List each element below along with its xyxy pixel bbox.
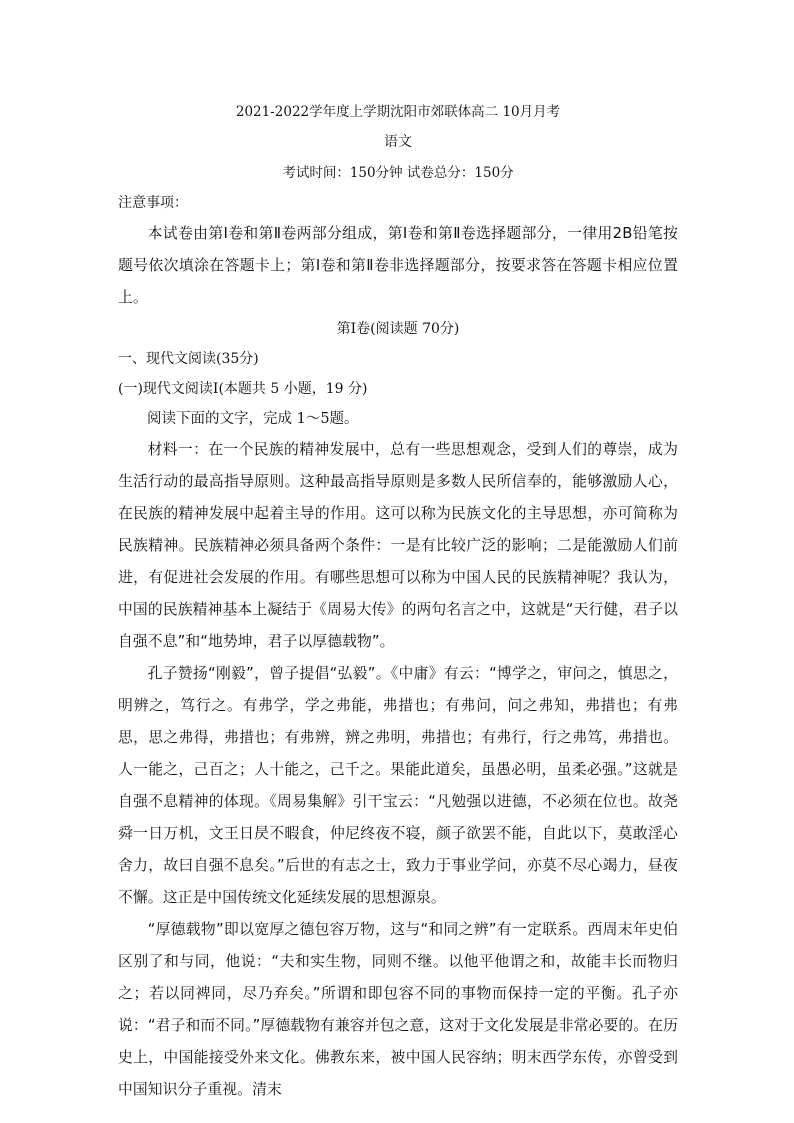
instruction: 阅读下面的文字，完成 1～5题。 xyxy=(147,411,359,427)
volume-title: 第Ⅰ卷(阅读题 70分) xyxy=(336,321,460,337)
material-paragraph-3: “厚德载物”即以宽厚之德包容万物，这与“和同之辨”有一定联系。西周末年史伯区别了和与同，他说：“夫和实生物，同则不继。以他平他谓之和，故能丰长而物归之；若以同裨同，尽乃弃矣。”所谓和即包容不同的事物而保持一定的平衡。孔子亦说：“君子和而不同。”厚德载物有兼容并包之意，这对于文化发展是非常必要的。在历史上，中国能接受外来文化。佛教东来，被中国人民容纳；明末西学东传，亦曾受到中国知识分子重视。清末 xyxy=(118,921,678,1098)
exam-title: 2021-2022学年度上学期沈阳市郊联体高二 10月月考 xyxy=(235,104,561,120)
exam-info: 考试时间：150分钟 试卷总分：150分 xyxy=(282,165,514,181)
material-paragraph-1: 材料一：在一个民族的精神发展中，总有一些思想观念，受到人们的尊崇，成为生活行动的最高指导原则。这种最高指导原则是多数人民所信奉的，能够激励人心，在民族的精神发展中起着主导的作用。这可以称为民族文化的主导思想，亦可简称为民族精神。民族精神必须具备两个条件：一是有比较广泛的影响；二是能激励人们前进，有促进社会发展的作用。有哪些思想可以称为中国人民的民族精神呢？我认为，中国的民族精神基本上凝结于《周易大传》的两句名言之中，这就是“天行健，君子以自强不息”和“地势坤，君子以厚德载物”。 xyxy=(118,441,678,650)
exam-page xyxy=(118,98,678,1106)
sub-title: (一)现代文阅读Ⅰ(本题共 5 小题，19 分) xyxy=(118,381,368,397)
material-paragraph-2: 孔子赞扬“刚毅”，曾子提倡“弘毅”。《中庸》有云：“博学之，审问之，慎思之，明辨之，笃行之。有弗学，学之弗能，弗措也；有弗问，问之弗知，弗措也；有弗思，思之弗得，弗措也；有弗辨，辨之弗明，弗措也；有弗行，行之弗笃，弗措也。人一能之，己百之；人十能之，己千之。果能此道矣，虽愚必明，虽柔必强。”这就是自强不息精神的体现。《周易集解》引干宝云：“凡勉强以进德，不必须在位也。故尧舜一日万机，文王日昃不暇食，仲尼终夜不寝，颜子欲罢不能，自此以下，莫敢淫心舍力，故曰自强不息矣。”后世的有志之士，致力于事业学问，亦莫不尽心竭力，昼夜不懈。这正是中国传统文化延续发展的思想源泉。 xyxy=(118,665,678,906)
subject-title: 语文 xyxy=(384,134,412,150)
notice-label: 注意事项： xyxy=(118,195,188,211)
notice-text: 本试卷由第Ⅰ卷和第Ⅱ卷两部分组成，第Ⅰ卷和第Ⅱ卷选择题部分，一律用2B铅笔按题号依次填涂在答题卡上；第Ⅰ卷和第Ⅱ卷非选择题部分，按要求答在答题卡相应位置上。 xyxy=(118,225,678,306)
part-title: 一、现代文阅读(35分) xyxy=(118,351,259,367)
